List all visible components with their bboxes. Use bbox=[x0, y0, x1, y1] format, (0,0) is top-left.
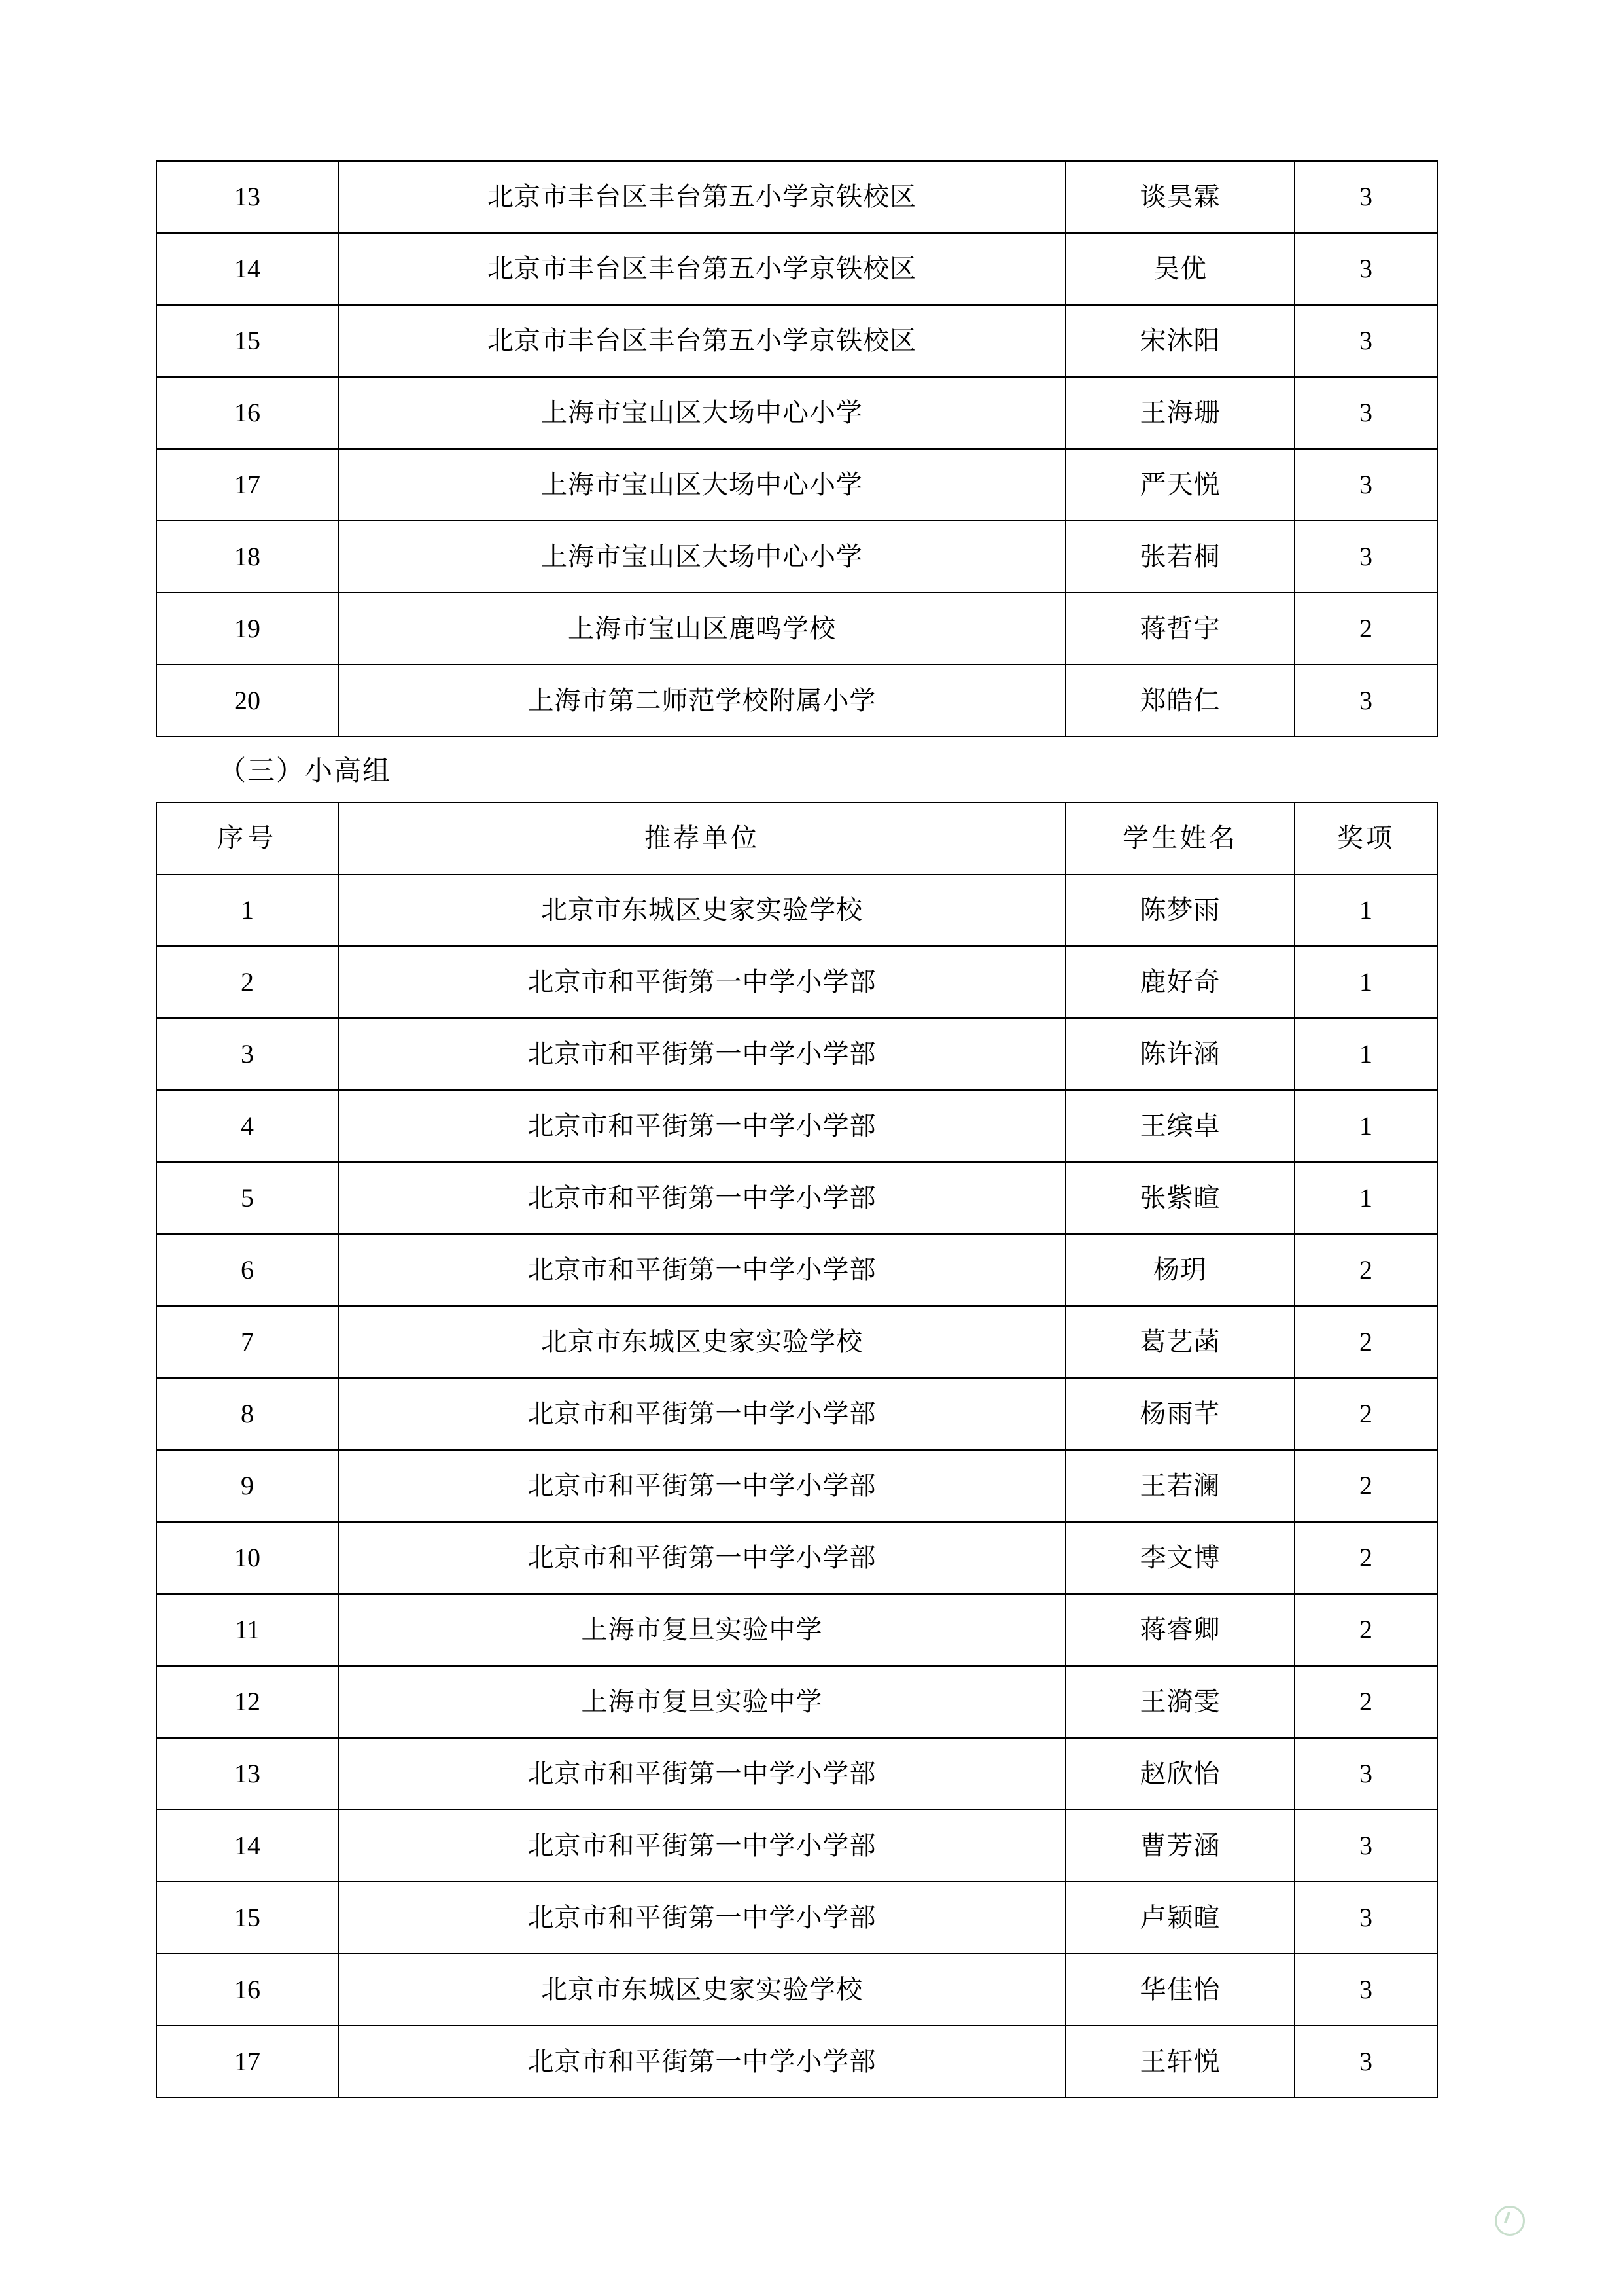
cell-student: 严天悦 bbox=[1066, 449, 1295, 521]
cell-index: 18 bbox=[156, 521, 338, 593]
table-row bbox=[156, 1306, 1437, 1378]
cell-unit: 上海市宝山区大场中心小学 bbox=[338, 521, 1066, 593]
cell-unit: 上海市复旦实验中学 bbox=[338, 1666, 1066, 1738]
cell-student: 王漪雯 bbox=[1066, 1666, 1295, 1738]
table-row bbox=[156, 1810, 1437, 1882]
cell-unit: 北京市丰台区丰台第五小学京铁校区 bbox=[338, 233, 1066, 305]
cell-student: 郑皓仁 bbox=[1066, 665, 1295, 737]
table-row bbox=[156, 305, 1437, 377]
table-header-row bbox=[156, 802, 1437, 874]
table-row bbox=[156, 1882, 1437, 1954]
cell-index: 17 bbox=[156, 2026, 338, 2098]
cell-index: 16 bbox=[156, 1954, 338, 2026]
section-title: （三）小高组 bbox=[218, 754, 392, 786]
table-row bbox=[156, 593, 1437, 665]
table-row bbox=[156, 1090, 1437, 1162]
cell-index: 14 bbox=[156, 233, 338, 305]
cell-student: 鹿好奇 bbox=[1066, 946, 1295, 1018]
cell-award: 2 bbox=[1295, 1666, 1437, 1738]
cell-unit: 北京市丰台区丰台第五小学京铁校区 bbox=[338, 161, 1066, 233]
cell-index: 13 bbox=[156, 161, 338, 233]
cell-award: 2 bbox=[1295, 1450, 1437, 1522]
cell-student: 张若桐 bbox=[1066, 521, 1295, 593]
page-content bbox=[156, 160, 1438, 2098]
cell-index: 17 bbox=[156, 449, 338, 521]
table-row bbox=[156, 1162, 1437, 1234]
cell-unit: 上海市宝山区大场中心小学 bbox=[338, 377, 1066, 449]
cell-index: 2 bbox=[156, 946, 338, 1018]
cell-unit: 北京市和平街第一中学小学部 bbox=[338, 1162, 1066, 1234]
cell-student: 王若澜 bbox=[1066, 1450, 1295, 1522]
cell-unit: 上海市宝山区鹿鸣学校 bbox=[338, 593, 1066, 665]
cell-student: 谈昊霖 bbox=[1066, 161, 1295, 233]
cell-award: 2 bbox=[1295, 1522, 1437, 1594]
cell-unit: 北京市和平街第一中学小学部 bbox=[338, 1090, 1066, 1162]
table-row bbox=[156, 1954, 1437, 2026]
cell-index: 10 bbox=[156, 1522, 338, 1594]
cell-unit: 北京市东城区史家实验学校 bbox=[338, 874, 1066, 946]
cell-award: 3 bbox=[1295, 521, 1437, 593]
cell-index: 15 bbox=[156, 1882, 338, 1954]
cell-student: 陈梦雨 bbox=[1066, 874, 1295, 946]
cell-index: 1 bbox=[156, 874, 338, 946]
table-row bbox=[156, 1594, 1437, 1666]
cell-unit: 北京市和平街第一中学小学部 bbox=[338, 2026, 1066, 2098]
table-row bbox=[156, 1450, 1437, 1522]
cell-award: 3 bbox=[1295, 1954, 1437, 2026]
cell-student: 王海珊 bbox=[1066, 377, 1295, 449]
cell-student: 华佳怡 bbox=[1066, 1954, 1295, 2026]
cell-award: 2 bbox=[1295, 593, 1437, 665]
cell-student: 蒋睿卿 bbox=[1066, 1594, 1295, 1666]
table-row bbox=[156, 2026, 1437, 2098]
header-index: 序号 bbox=[156, 802, 338, 874]
cell-student: 李文博 bbox=[1066, 1522, 1295, 1594]
header-unit: 推荐单位 bbox=[338, 802, 1066, 874]
cell-index: 7 bbox=[156, 1306, 338, 1378]
table-row bbox=[156, 946, 1437, 1018]
cell-award: 3 bbox=[1295, 1882, 1437, 1954]
cell-award: 3 bbox=[1295, 665, 1437, 737]
cell-unit: 北京市和平街第一中学小学部 bbox=[338, 1450, 1066, 1522]
cell-unit: 上海市第二师范学校附属小学 bbox=[338, 665, 1066, 737]
continued-table-body bbox=[156, 161, 1437, 737]
cell-award: 3 bbox=[1295, 161, 1437, 233]
cell-index: 19 bbox=[156, 593, 338, 665]
cell-award: 1 bbox=[1295, 1090, 1437, 1162]
table-row bbox=[156, 1378, 1437, 1450]
cell-index: 6 bbox=[156, 1234, 338, 1306]
cell-award: 2 bbox=[1295, 1378, 1437, 1450]
cell-unit: 北京市丰台区丰台第五小学京铁校区 bbox=[338, 305, 1066, 377]
cell-index: 20 bbox=[156, 665, 338, 737]
cell-student: 杨玥 bbox=[1066, 1234, 1295, 1306]
table-row bbox=[156, 521, 1437, 593]
cell-unit: 北京市和平街第一中学小学部 bbox=[338, 1378, 1066, 1450]
cell-student: 杨雨芊 bbox=[1066, 1378, 1295, 1450]
table-row bbox=[156, 1018, 1437, 1090]
cell-index: 9 bbox=[156, 1450, 338, 1522]
cell-award: 2 bbox=[1295, 1594, 1437, 1666]
cell-student: 陈许涵 bbox=[1066, 1018, 1295, 1090]
cell-award: 2 bbox=[1295, 1306, 1437, 1378]
cell-unit: 北京市和平街第一中学小学部 bbox=[338, 946, 1066, 1018]
table-row bbox=[156, 874, 1437, 946]
cell-student: 吴优 bbox=[1066, 233, 1295, 305]
cell-unit: 北京市和平街第一中学小学部 bbox=[338, 1522, 1066, 1594]
table-row bbox=[156, 1666, 1437, 1738]
table-row bbox=[156, 377, 1437, 449]
cell-index: 4 bbox=[156, 1090, 338, 1162]
cell-unit: 北京市和平街第一中学小学部 bbox=[338, 1810, 1066, 1882]
cell-award: 3 bbox=[1295, 1738, 1437, 1810]
cell-student: 赵欣怡 bbox=[1066, 1738, 1295, 1810]
cell-unit: 北京市和平街第一中学小学部 bbox=[338, 1882, 1066, 1954]
cell-student: 蒋哲宇 bbox=[1066, 593, 1295, 665]
cell-student: 张紫暄 bbox=[1066, 1162, 1295, 1234]
xiaogao-group-table bbox=[156, 802, 1438, 2098]
cell-index: 16 bbox=[156, 377, 338, 449]
cell-unit: 北京市东城区史家实验学校 bbox=[338, 1954, 1066, 2026]
cell-award: 3 bbox=[1295, 1810, 1437, 1882]
xiaogao-group-table-body bbox=[156, 874, 1437, 2098]
cell-index: 5 bbox=[156, 1162, 338, 1234]
cell-unit: 北京市和平街第一中学小学部 bbox=[338, 1738, 1066, 1810]
cell-student: 卢颖暄 bbox=[1066, 1882, 1295, 1954]
cell-index: 15 bbox=[156, 305, 338, 377]
cell-award: 1 bbox=[1295, 946, 1437, 1018]
cell-index: 8 bbox=[156, 1378, 338, 1450]
cell-award: 1 bbox=[1295, 1162, 1437, 1234]
cell-index: 14 bbox=[156, 1810, 338, 1882]
cell-unit: 上海市宝山区大场中心小学 bbox=[338, 449, 1066, 521]
cell-award: 3 bbox=[1295, 233, 1437, 305]
continued-table bbox=[156, 160, 1438, 737]
cell-award: 2 bbox=[1295, 1234, 1437, 1306]
cell-index: 12 bbox=[156, 1666, 338, 1738]
cell-student: 曹芳涵 bbox=[1066, 1810, 1295, 1882]
cell-student: 葛艺菡 bbox=[1066, 1306, 1295, 1378]
watermark-icon bbox=[1495, 2206, 1525, 2236]
table-row bbox=[156, 233, 1437, 305]
table-row bbox=[156, 665, 1437, 737]
table-row bbox=[156, 161, 1437, 233]
cell-award: 1 bbox=[1295, 874, 1437, 946]
cell-unit: 北京市东城区史家实验学校 bbox=[338, 1306, 1066, 1378]
header-student: 学生姓名 bbox=[1066, 802, 1295, 874]
cell-award: 1 bbox=[1295, 1018, 1437, 1090]
cell-index: 13 bbox=[156, 1738, 338, 1810]
table-row bbox=[156, 449, 1437, 521]
header-award: 奖项 bbox=[1295, 802, 1437, 874]
cell-award: 3 bbox=[1295, 449, 1437, 521]
table-row bbox=[156, 1234, 1437, 1306]
cell-unit: 北京市和平街第一中学小学部 bbox=[338, 1234, 1066, 1306]
cell-student: 王轩悦 bbox=[1066, 2026, 1295, 2098]
cell-unit: 北京市和平街第一中学小学部 bbox=[338, 1018, 1066, 1090]
table-row bbox=[156, 1522, 1437, 1594]
cell-award: 3 bbox=[1295, 377, 1437, 449]
cell-student: 宋沐阳 bbox=[1066, 305, 1295, 377]
cell-student: 王缤卓 bbox=[1066, 1090, 1295, 1162]
cell-index: 11 bbox=[156, 1594, 338, 1666]
table-row bbox=[156, 1738, 1437, 1810]
cell-unit: 上海市复旦实验中学 bbox=[338, 1594, 1066, 1666]
cell-award: 3 bbox=[1295, 305, 1437, 377]
cell-index: 3 bbox=[156, 1018, 338, 1090]
cell-award: 3 bbox=[1295, 2026, 1437, 2098]
